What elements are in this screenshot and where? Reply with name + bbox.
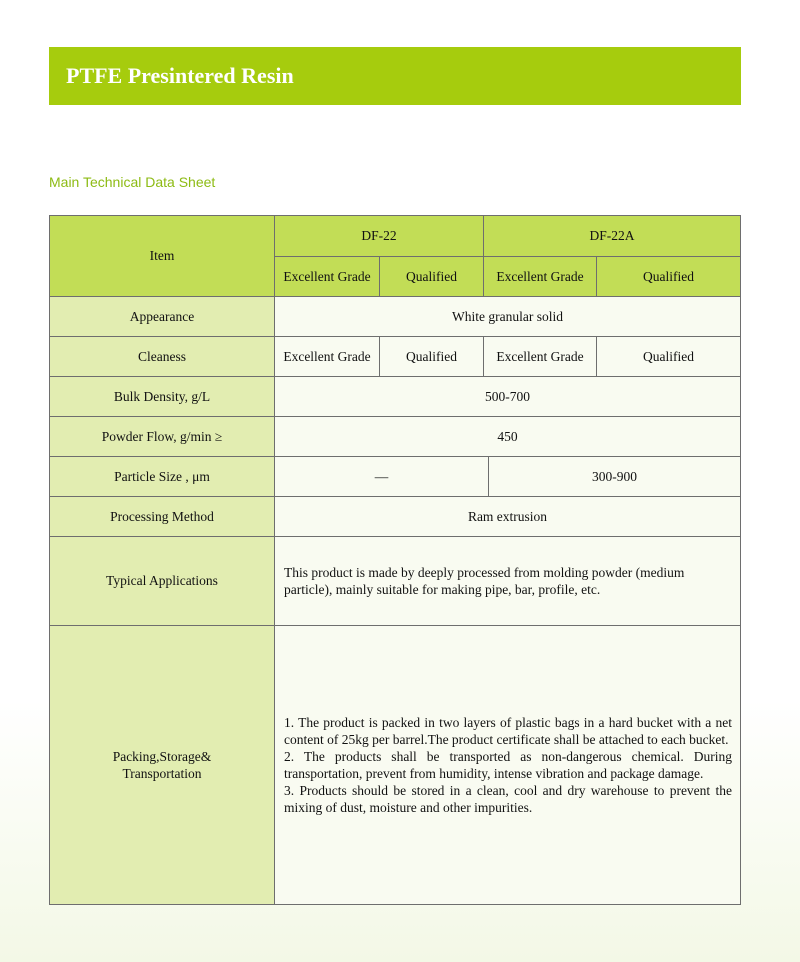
- grade-header: Excellent Grade: [274, 256, 380, 297]
- page-title: PTFE Presintered Resin: [66, 63, 294, 88]
- packing-item: 3. Products should be stored in a clean, cool and dry warehouse to prevent the mixing of dust, moisture and other impurities.: [284, 783, 732, 815]
- value-typical-applications: [274, 536, 741, 626]
- row-label-powder-flow: Powder Flow, g/min ≥: [49, 416, 275, 457]
- grade-header: Qualified: [379, 256, 484, 297]
- row-label-appearance: Appearance: [49, 296, 275, 337]
- row-label-particle-size: Particle Size , μm: [49, 456, 275, 497]
- value-cleaness: Qualified: [596, 336, 741, 377]
- packing-item: 2. The products shall be transported as non-dangerous chemical. During transportation, prevent from humidity, intense vibration and package damage.: [284, 749, 732, 781]
- value-appearance: White granular solid: [274, 296, 741, 337]
- row-label-processing-method: Processing Method: [49, 496, 275, 537]
- value-processing-method: Ram extrusion: [274, 496, 741, 537]
- packing-label-line: Transportation: [122, 766, 202, 781]
- value-cleaness: Qualified: [379, 336, 484, 377]
- packing-item: 1. The product is packed in two layers of plastic bags in a hard bucket with a net content of 25kg per barrel.The product certificate shall be attached to each bucket.: [284, 715, 732, 747]
- value-cleaness: Excellent Grade: [483, 336, 597, 377]
- value-cleaness: Excellent Grade: [274, 336, 380, 377]
- value-particle-size-df22: —: [274, 456, 489, 497]
- section-title: Main Technical Data Sheet: [49, 174, 216, 190]
- product-header-df22: DF-22: [274, 215, 484, 257]
- technical-data-table: [49, 215, 741, 905]
- item-header: Item: [49, 215, 275, 297]
- value-particle-size-df22a: 300-900: [488, 456, 741, 497]
- title-banner: [49, 47, 741, 105]
- row-label-typical-applications: Typical Applications: [49, 536, 275, 626]
- value-packing: [274, 625, 741, 905]
- product-header-df22a: DF-22A: [483, 215, 741, 257]
- value-powder-flow: 450: [274, 416, 741, 457]
- value-bulk-density: 500-700: [274, 376, 741, 417]
- row-label-bulk-density: Bulk Density, g/L: [49, 376, 275, 417]
- applications-text: This product is made by deeply processed from molding powder (medium particle), mainly suitable for making pipe, bar, profile, etc.: [284, 565, 685, 597]
- grade-header: Excellent Grade: [483, 256, 597, 297]
- row-label-cleaness: Cleaness: [49, 336, 275, 377]
- packing-label-line: Packing,Storage&: [112, 749, 212, 764]
- row-label-packing: [49, 625, 275, 905]
- grade-header: Qualified: [596, 256, 741, 297]
